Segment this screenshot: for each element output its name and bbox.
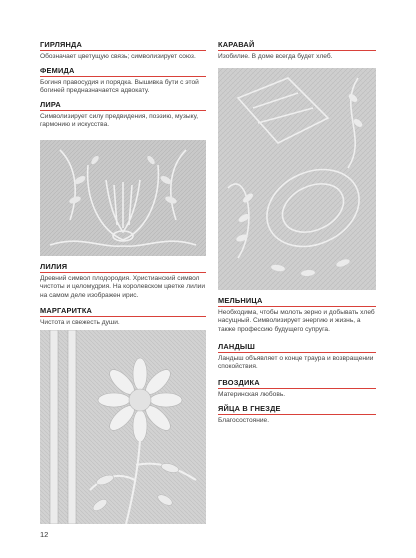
title-rule: [218, 388, 376, 389]
entry-title: МЕЛЬНИЦА: [218, 296, 263, 305]
entry-loaf: [218, 40, 376, 61]
entry-text: Необходима, чтобы молоть зерно и добывать хлеб насущный. Символизирует энергию и жизнь, а также профессию будущего супруга.: [218, 309, 375, 333]
title-rule: [218, 306, 376, 307]
entry-mill: [218, 296, 376, 334]
entry-title: ГВОЗДИКА: [218, 378, 260, 387]
entry-text: Чистота и свежесть души.: [40, 319, 120, 326]
entry-lyre: [40, 100, 206, 130]
daisy-quilt-photo: [40, 330, 206, 524]
entry-text: Богиня правосудия и порядка. Вышивка бути с этой богиней предназначается адвокату.: [40, 79, 199, 95]
title-rule: [218, 50, 376, 51]
entry-lily: [40, 262, 206, 300]
entry-text: Благосостояние.: [218, 417, 270, 424]
entry-title: КАРАВАЙ: [218, 40, 255, 49]
entry-title: ЯЙЦА В ГНЕЗДЕ: [218, 404, 281, 413]
entry-title: ЛАНДЫШ: [218, 342, 255, 351]
entry-title: ЛИЛИЯ: [40, 262, 68, 271]
entry-title: ГИРЛЯНДА: [40, 40, 83, 49]
title-rule: [218, 414, 376, 415]
entry-text: Символизирует силу предвидения, поэзию, музыку, гармонию и искусства.: [40, 113, 199, 129]
entry-garland: [40, 40, 206, 61]
title-rule: [40, 316, 206, 317]
title-rule: [218, 352, 376, 353]
entry-lily-of-the-valley: [218, 342, 376, 372]
page-number: 12: [40, 530, 49, 539]
entry-text: Материнская любовь.: [218, 391, 286, 398]
lyre-quilt-photo: [40, 140, 206, 256]
entry-text: Ландыш объявляет о конце траура и возвращении спокойствия.: [218, 355, 374, 371]
entry-themis: [40, 66, 206, 96]
entry-title: ЛИРА: [40, 100, 61, 109]
title-rule: [40, 50, 206, 51]
title-rule: [40, 272, 206, 273]
entry-title: ФЕМИДА: [40, 66, 75, 75]
entry-title: МАРГАРИТКА: [40, 306, 93, 315]
entry-text: Древний символ плодородия. Христианский символ чистоты и целомудрия. На королевском цветке лилии на самом деле изображен ирис.: [40, 275, 206, 299]
title-rule: [40, 76, 206, 77]
entry-carnation: [218, 378, 376, 399]
entry-eggs-in-nest: [218, 404, 376, 425]
entry-daisy: [40, 306, 206, 327]
entry-text: Изобилие. В доме всегда будет хлеб.: [218, 53, 333, 60]
loaf-quilt-photo: [218, 68, 376, 290]
entry-text: Обозначает цветущую связь; символизирует союз.: [40, 53, 196, 60]
title-rule: [40, 110, 206, 111]
